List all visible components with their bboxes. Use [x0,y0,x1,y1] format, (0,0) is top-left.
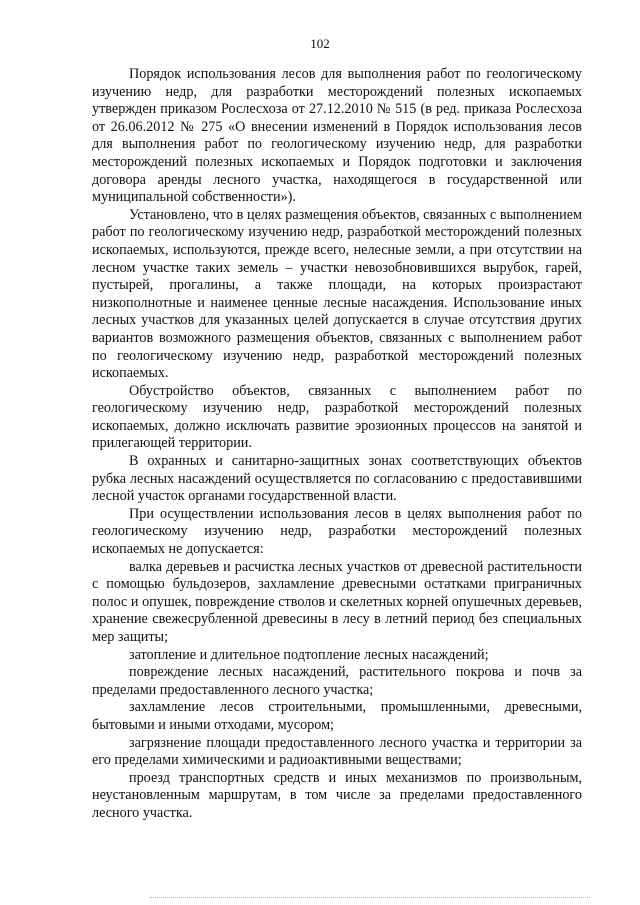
list-item-contamination: загрязнение площади предоставленного лесного участка и территории за его пределами химическими и радиоактивными веществами; [92,734,582,769]
paragraph-erosion-prevention: Обустройство объектов, связанных с выполнением работ по геологическому изучению недр, разработкой месторождений полезных ископаемых, должно исключать развитие эрозионных процессов на занятой и прилегающей территории. [92,382,582,452]
footer-faint-line [150,897,590,898]
document-body [92,66,582,823]
list-item-flooding: затопление и длительное подтопление лесных насаждений; [129,646,489,663]
list-item-tree-felling: валка деревьев и расчистка лесных участков от древесной растительности с помощью бульдозеров, захламление древесными остатками приграничных полос и опушек, повреждение стволов и скелетных корней опушечных деревьев, хранение свежесрубленной древесины в лесу в летний период без специальных мер защиты; [92,558,582,645]
paragraph-protection-zones: В охранных и санитарно-защитных зонах соответствующих объектов рубка лесных насаждений осуществляется по согласованию с предоставившими лесной участок органами государственной власти. [92,453,582,505]
list-item-vegetation-damage: повреждение лесных насаждений, растительного покрова и почв за пределами предоставленного лесного участка; [92,664,582,698]
paragraph-placement-rules: Установлено, что в целях размещения объектов, связанных с выполнением работ по геологическому изучению недр, разработкой месторождений полезных ископаемых, используются, прежде всего, нелесные земли, а при отсутствии на лесном участке таких земель – участки невозобновившихся вырубок, гарей, пустырей, прогалины, а также площади, на которых произрастают низкополнотные и наименее ценные лесные насаждения. Использование иных лесных участков для указанных целей допускается в случае отсутствия других вариантов возможного размещения объектов, связанных с выполнением работ по геологическому изучению недр, разработкой месторождений полезных ископаемых. [92,206,582,382]
paragraph-procedure-reference: Порядок использования лесов для выполнения работ по геологическому изучению недр, для разработки месторождений полезных ископаемых утвержден приказом Рослесхоза от 27.12.2010 № 515 (в ред. приказа Рослесхоза от 26.06.2012 № 275 «О внесении изменений в Порядок использования лесов для выполнения работ по геологическому изучению недр, для разработки месторождений полезных ископаемых и Порядок подготовки и заключения договора аренды лесного участка, находящегося в государственной или муниципальной собственности»). [92,66,582,206]
list-item-littering: захламление лесов строительными, промышленными, древесными, бытовыми и иными отходами, мусором; [92,699,582,733]
list-item-vehicle-passage: проезд транспортных средств и иных механизмов по произвольным, неустановленным маршрутам, в том числе за пределами предоставленного лесного участка. [92,769,582,821]
page-number: 102 [310,36,330,51]
paragraph-prohibitions-intro: При осуществлении использования лесов в целях выполнения работ по геологическому изучению недр, разработки месторождений полезных ископаемых не допускается: [92,505,582,558]
